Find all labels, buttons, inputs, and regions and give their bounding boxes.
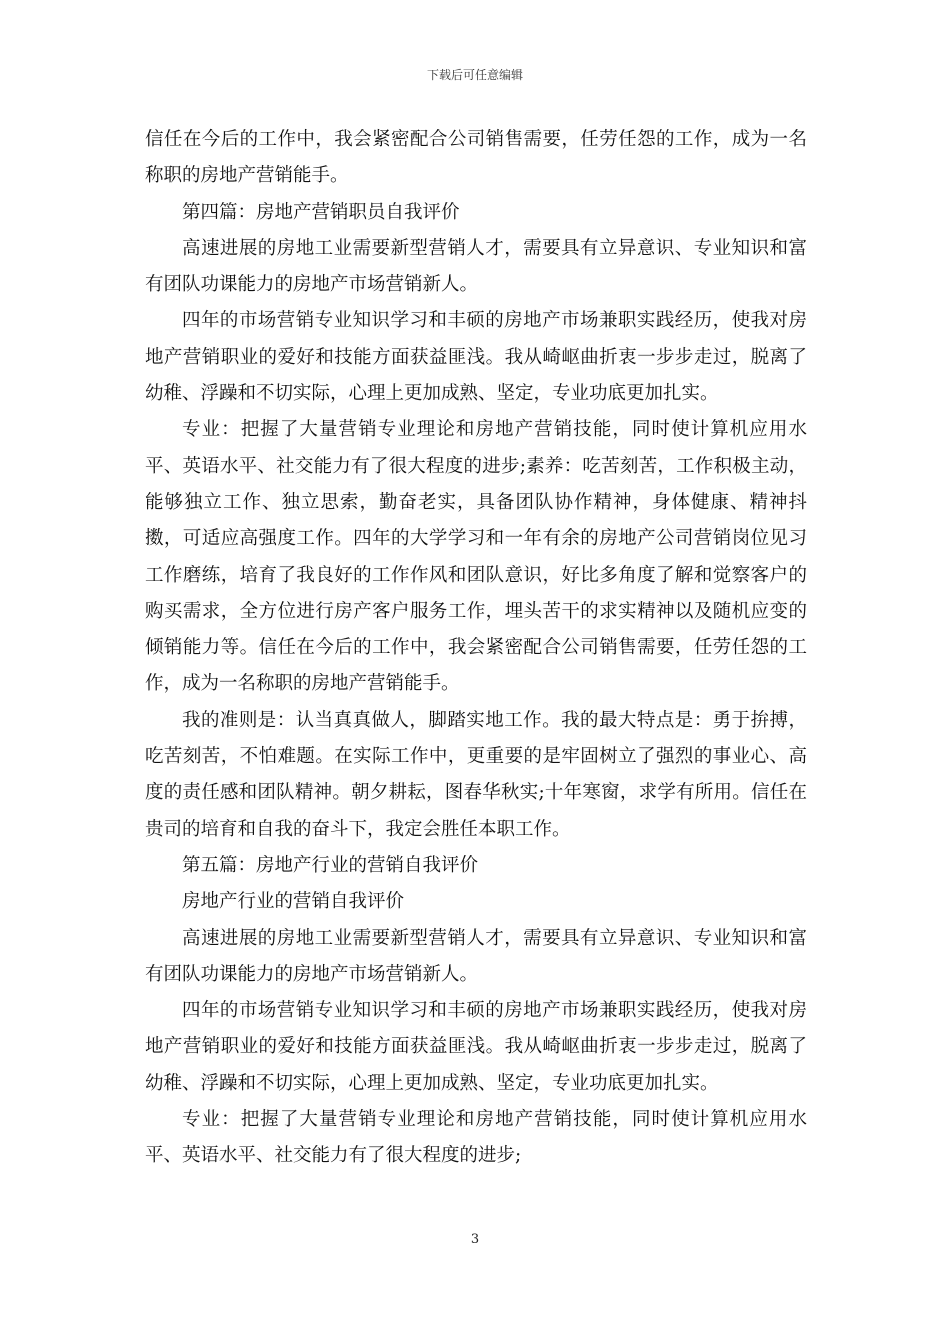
- section-heading: 第五篇：房地产行业的营销自我评价: [182, 854, 479, 876]
- page-header: 下载后可任意编辑: [426, 68, 523, 82]
- page-number: 3: [470, 1232, 480, 1247]
- section-heading: 第四篇：房地产营销职员自我评价: [182, 201, 460, 223]
- paragraph: 专业：把握了大量营销专业理论和房地产营销技能，同时使计算机应用水平、英语水平、社交能力有了很大程度的进步;: [145, 1109, 807, 1167]
- paragraph: 专业：把握了大量营销专业理论和房地产营销技能，同时使计算机应用水平、英语水平、社交能力有了很大程度的进步;素养：吃苦刻苦，工作积极主动，能够独立工作、独立思索，勤奋老实，具备团队协作精神，身体健康、精神抖擞，可适应高强度工作。四年的大学学习和一年有余的房地产公司营销岗位见习工作磨练，培育了我良好的工作作风和团队意识，好比多角度了解和觉察客户的购买需求，全方位进行房产客户服务工作，埋头苦干的求实精神以及随机应变的倾销能力等。信任在今后的工作中，我会紧密配合公司销售需要，任劳任怨的工作，成为一名称职的房地产营销能手。: [145, 419, 807, 695]
- paragraph: 高速进展的房地工业需要新型营销人才，需要具有立异意识、专业知识和富有团队功课能力的房地产市场营销新人。: [145, 927, 807, 985]
- paragraph: 高速进展的房地工业需要新型营销人才，需要具有立异意识、专业知识和富有团队功课能力的房地产市场营销新人。: [145, 237, 807, 296]
- section-subtitle: 房地产行业的营销自我评价: [182, 891, 405, 913]
- paragraph: 四年的市场营销专业知识学习和丰硕的房地产市场兼职实践经历，使我对房地产营销职业的爱好和技能方面获益匪浅。我从崎岖曲折衷一步步走过，脱离了幼稚、浮躁和不切实际，心理上更加成熟、坚定，专业功底更加扎实。: [145, 1000, 807, 1094]
- paragraph: 我的准则是：认当真真做人，脚踏实地工作。我的最大特点是：勇于拚搏，吃苦刻苦，不怕难题。在实际工作中，更重要的是牢固树立了强烈的事业心、高度的责任感和团队精神。朝夕耕耘，图春华秋实;十年寒窗，求学有所用。信任在贵司的培育和自我的奋斗下，我定会胜任本职工作。: [145, 709, 807, 840]
- paragraph: 四年的市场营销专业知识学习和丰硕的房地产市场兼职实践经历，使我对房地产营销职业的爱好和技能方面获益匪浅。我从崎岖曲折衷一步步走过，脱离了幼稚、浮躁和不切实际，心理上更加成熟、坚定，专业功底更加扎实。: [145, 310, 807, 405]
- document-body: [145, 122, 807, 1175]
- paragraph: 信任在今后的工作中，我会紧密配合公司销售需要，任劳任怨的工作，成为一名称职的房地产营销能手。: [145, 129, 807, 187]
